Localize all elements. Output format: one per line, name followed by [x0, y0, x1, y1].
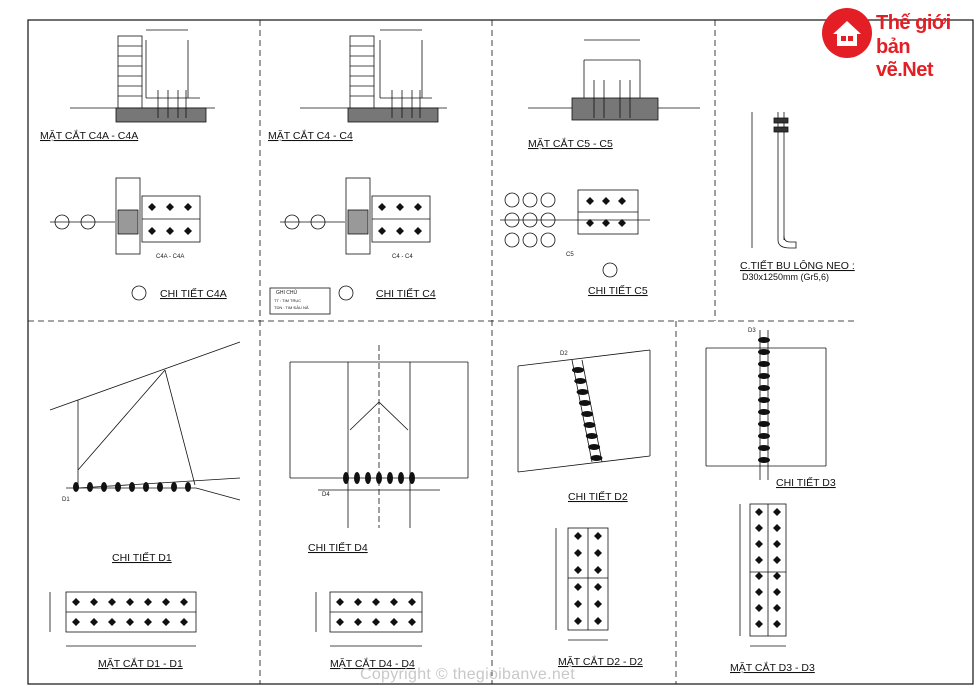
- bolt-hole: [602, 197, 610, 205]
- bolt-hole: [144, 618, 152, 626]
- d2-bolt-column: [572, 367, 602, 461]
- bolt-hole: [773, 540, 781, 548]
- bolt-hole: [773, 620, 781, 628]
- bolt-hole: [594, 566, 602, 574]
- detail-c5-plan: [500, 190, 650, 277]
- title-section-d2: MẶT CẮT D2 - D2: [558, 656, 643, 668]
- bolt-hole: [126, 598, 134, 606]
- bolt-hole: [574, 617, 582, 625]
- bolt-hole: [408, 618, 416, 626]
- bolt: [586, 433, 598, 439]
- bolt-hole: [773, 604, 781, 612]
- title-detail-d3: CHI TIẾT D3: [776, 477, 836, 489]
- bolt-hole: [586, 197, 594, 205]
- bolt: [588, 444, 600, 450]
- detail-d2: [518, 350, 650, 472]
- detail-c4a-plan: [50, 178, 200, 300]
- bolt-hole: [618, 197, 626, 205]
- section-c4-drawing: [300, 30, 447, 122]
- bolt-hole: [144, 598, 152, 606]
- mark-d3: D3: [748, 328, 756, 334]
- bolt-hole: [90, 598, 98, 606]
- bolt-hole: [372, 598, 380, 606]
- bolt-hole: [594, 549, 602, 557]
- house-logo-icon: [822, 8, 872, 58]
- section-c4a: [70, 30, 215, 122]
- bolt-hole: [594, 583, 602, 591]
- bolt-hole: [773, 508, 781, 516]
- bolt-hole: [148, 203, 156, 211]
- bolt: [157, 482, 163, 492]
- bolt: [354, 472, 360, 484]
- bolt-hole: [108, 598, 116, 606]
- bolt-hole: [396, 227, 404, 235]
- site-logo[interactable]: [822, 6, 972, 81]
- title-anchor-bolt-1: C.TIẾT BU LÔNG NEO :: [740, 260, 855, 272]
- bolt-hole: [773, 524, 781, 532]
- title-detail-d2: CHI TIẾT D2: [568, 491, 628, 503]
- title-section-d4: MẶT CẮT D4 - D4: [330, 658, 415, 670]
- bolt-hole: [354, 618, 362, 626]
- house-icon: [822, 8, 872, 58]
- bolt: [387, 472, 393, 484]
- bolt: [758, 385, 770, 391]
- bolt-hole: [108, 618, 116, 626]
- logo-line-1: Thế giới: [876, 12, 951, 34]
- bolt-hole: [166, 203, 174, 211]
- title-section-c4: MẶT CẮT C4 - C4: [268, 130, 353, 142]
- bolt: [758, 361, 770, 367]
- bolt: [343, 472, 349, 484]
- title-section-c5: MẶT CẮT C5 - C5: [528, 138, 613, 150]
- bolt-hole: [755, 508, 763, 516]
- note-ghi-chu: GHI CHÚ: [276, 290, 298, 296]
- note-tt: TT : TIM TRỤC: [274, 298, 302, 303]
- bolt: [73, 482, 79, 492]
- bolt-hole: [594, 600, 602, 608]
- title-section-d3: MẶT CẮT D3 - D3: [730, 662, 815, 674]
- bolt-hole: [148, 227, 156, 235]
- section-d4-plate: [316, 592, 422, 646]
- bolt: [758, 409, 770, 415]
- bolt-hole: [336, 618, 344, 626]
- bolt-hole: [166, 227, 174, 235]
- bolt-hole: [594, 617, 602, 625]
- bolt-hole: [396, 203, 404, 211]
- section-bolt-holes: [72, 508, 781, 628]
- section-c5-drawing: [528, 40, 700, 120]
- bolt: [115, 482, 121, 492]
- bolt-hole: [378, 203, 386, 211]
- bolt: [579, 400, 591, 406]
- logo-line-2: bản vẽ.Net: [876, 36, 934, 81]
- mark-c5: C5: [566, 252, 574, 258]
- bolt-hole: [372, 618, 380, 626]
- anchor-bolt-detail: [752, 112, 796, 248]
- bolt: [101, 482, 107, 492]
- bolt-hole: [574, 566, 582, 574]
- bolt: [398, 472, 404, 484]
- bolt-hole: [126, 618, 134, 626]
- bolt: [185, 482, 191, 492]
- bolt: [129, 482, 135, 492]
- bolt: [584, 422, 596, 428]
- title-detail-d1: CHI TIẾT D1: [112, 552, 172, 564]
- mark-c4: C4 - C4: [392, 254, 413, 260]
- bolt: [758, 397, 770, 403]
- bolt-hole: [414, 227, 422, 235]
- title-detail-d4: CHI TIẾT D4: [308, 542, 368, 554]
- bolt: [572, 367, 584, 373]
- title-section-c4a: MẶT CẮT C4A - C4A: [40, 130, 139, 142]
- bolt: [758, 457, 770, 463]
- bolt-hole: [162, 618, 170, 626]
- bolt-hole: [336, 598, 344, 606]
- bolt-hole: [773, 572, 781, 580]
- title-detail-c4a: CHI TIẾT C4A: [160, 288, 227, 300]
- bolt-hole: [755, 620, 763, 628]
- bolt-hole: [354, 598, 362, 606]
- note-tdn: TDN : TIM ĐẦU NÃ: [274, 305, 309, 310]
- detail-d4: [290, 345, 468, 528]
- bolt: [758, 373, 770, 379]
- bolt: [171, 482, 177, 492]
- bolt-hole: [184, 203, 192, 211]
- bolt-hole: [72, 598, 80, 606]
- mark-d2: D2: [560, 351, 568, 357]
- mark-c4a: C4A - C4A: [156, 254, 185, 260]
- bolt-hole: [390, 598, 398, 606]
- bolt-hole: [390, 618, 398, 626]
- title-detail-c5: CHI TIẾT C5: [588, 285, 648, 297]
- title-section-d1: MẶT CẮT D1 - D1: [98, 658, 183, 670]
- bolt: [758, 337, 770, 343]
- detail-d1: [50, 342, 240, 500]
- copyright-watermark: Copyright © thegioibanve.net: [360, 666, 575, 683]
- bolt-hole: [755, 524, 763, 532]
- bolt-hole: [574, 583, 582, 591]
- title-detail-c4: CHI TIẾT C4: [376, 288, 436, 300]
- bolt-hole: [72, 618, 80, 626]
- bolt: [581, 411, 593, 417]
- bolt: [409, 472, 415, 484]
- bolt: [87, 482, 93, 492]
- bolt: [376, 472, 382, 484]
- bolt: [365, 472, 371, 484]
- bolt-hole: [162, 598, 170, 606]
- bolt-hole: [574, 600, 582, 608]
- bolt: [758, 421, 770, 427]
- bolt-hole: [184, 227, 192, 235]
- bolt-hole: [378, 227, 386, 235]
- bolt-hole: [574, 549, 582, 557]
- bolt: [758, 445, 770, 451]
- bolt-hole: [755, 540, 763, 548]
- section-d2-plate: [556, 528, 608, 640]
- bolt: [574, 378, 586, 384]
- bolt: [143, 482, 149, 492]
- bolt: [758, 349, 770, 355]
- bolt-hole: [574, 532, 582, 540]
- bolt-hole: [180, 598, 188, 606]
- bolt: [590, 455, 602, 461]
- bolt-hole: [90, 618, 98, 626]
- mark-d1: D1: [62, 497, 70, 503]
- bolt-hole: [773, 556, 781, 564]
- bolt: [758, 433, 770, 439]
- bolt-hole: [180, 618, 188, 626]
- bolt-hole: [755, 588, 763, 596]
- bolt-hole: [408, 598, 416, 606]
- bolt-hole: [755, 556, 763, 564]
- bolt-hole: [414, 203, 422, 211]
- bolt: [577, 389, 589, 395]
- bolt-hole: [755, 572, 763, 580]
- d1-bolt-row: [73, 482, 191, 492]
- bolt-hole: [755, 604, 763, 612]
- section-d1-plate: [50, 592, 196, 646]
- title-anchor-bolt-2: D30x1250mm (Gr5,6): [742, 272, 830, 282]
- bolt-hole: [773, 588, 781, 596]
- mark-d4: D4: [322, 492, 330, 498]
- bolt-hole: [594, 532, 602, 540]
